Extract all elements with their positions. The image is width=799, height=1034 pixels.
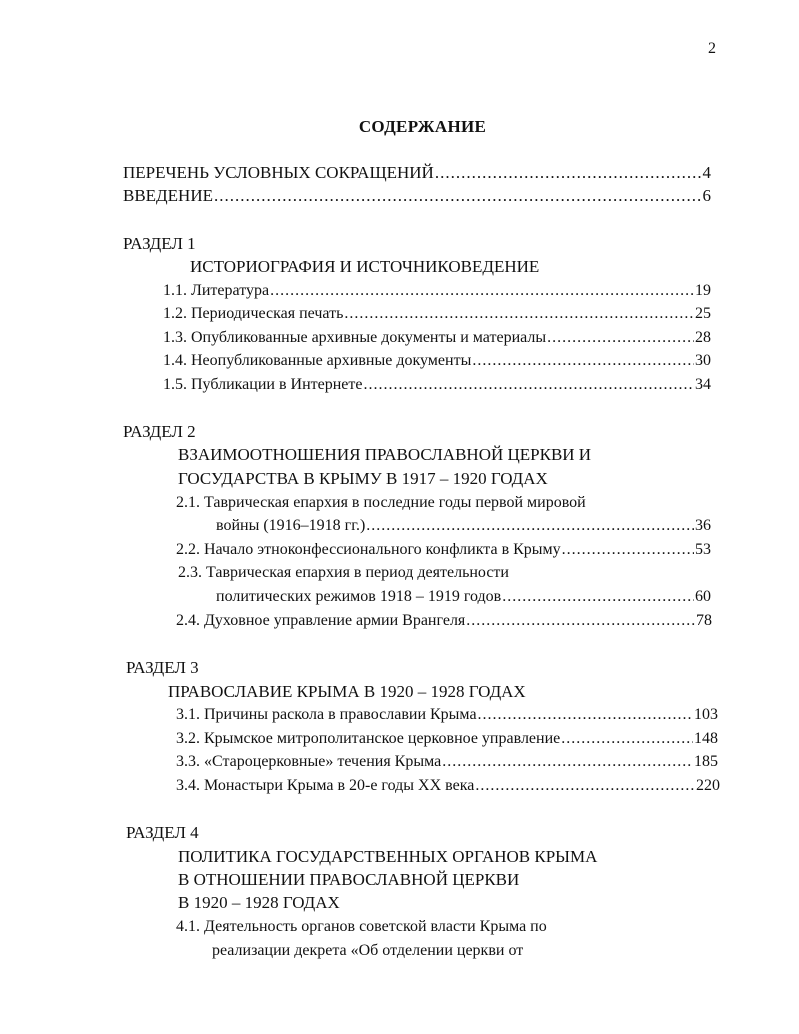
toc-entry-2-2: 2.2. Начало этноконфессионального конфликта в Крыму ..... 53 [176, 540, 711, 560]
page-number: 2 [708, 40, 716, 57]
toc-entry-1-2: 1.2. Периодическая печать ..... 25 [163, 304, 711, 324]
section-4-title-line-1: ПОЛИТИКА ГОСУДАРСТВЕННЫХ ОРГАНОВ КРЫМА [178, 847, 598, 866]
toc-entry-3-3: 3.3. «Староцерковные» течения Крыма ..... 185 [176, 752, 718, 772]
section-3-title: ПРАВОСЛАВИЕ КРЫМА В 1920 – 1928 ГОДАХ [168, 682, 526, 701]
section-2-title-line-1: ВЗАИМООТНОШЕНИЯ ПРАВОСЛАВНОЙ ЦЕРКВИ И [178, 445, 592, 464]
toc-entry-4-1-line-2: реализации декрета «Об отделении церкви от [212, 942, 524, 959]
section-3-label: РАЗДЕЛ 3 [126, 658, 199, 677]
toc-entry-1-1: 1.1. Литература ..... 19 [163, 281, 711, 301]
section-1-title: ИСТОРИОГРАФИЯ И ИСТОЧНИКОВЕДЕНИЕ [190, 257, 540, 276]
toc-entry-4-1-line-1: 4.1. Деятельность органов советской власти Крыма по [176, 918, 547, 935]
toc-entry-3-1: 3.1. Причины раскола в православии Крыма ..... 103 [176, 705, 718, 725]
toc-entry-1-4: 1.4. Неопубликованные архивные документы ..... 30 [163, 351, 711, 371]
section-2-title-line-2: ГОСУДАРСТВА В КРЫМУ В 1917 – 1920 ГОДАХ [178, 469, 548, 488]
section-1-label: РАЗДЕЛ 1 [123, 234, 196, 253]
section-4-title-line-3: В 1920 – 1928 ГОДАХ [178, 893, 340, 912]
section-2-label: РАЗДЕЛ 2 [123, 422, 196, 441]
toc-entry-2-3-line-1: 2.3. Таврическая епархия в период деятельности [178, 564, 509, 581]
toc-entry-2-1-line-1: 2.1. Таврическая епархия в последние годы первой мировой [176, 494, 586, 511]
toc-entry-introduction: ВВЕДЕНИЕ ..... 6 [123, 186, 711, 206]
toc-entry-2-3: политических режимов 1918 – 1919 годов ..... 60 [216, 587, 711, 607]
page-title: СОДЕРЖАНИЕ [358, 117, 487, 136]
toc-entry-3-4: 3.4. Монастыри Крыма в 20-е годы XX века ..... 220 [176, 776, 720, 796]
toc-entry-3-2: 3.2. Крымское митрополитанское церковное управление ..... 148 [176, 729, 718, 749]
toc-entry-2-1: войны (1916–1918 гг.) ..... 36 [216, 516, 711, 536]
toc-entry-1-3: 1.3. Опубликованные архивные документы и материалы ..... 28 [163, 328, 711, 348]
toc-entry-2-4: 2.4. Духовное управление армии Врангеля ..... 78 [176, 611, 712, 631]
section-4-label: РАЗДЕЛ 4 [126, 823, 199, 842]
toc-entry-abbreviations: ПЕРЕЧЕНЬ УСЛОВНЫХ СОКРАЩЕНИЙ ..... 4 [123, 163, 711, 183]
toc-entry-1-5: 1.5. Публикации в Интернете ..... 34 [163, 375, 711, 395]
section-4-title-line-2: В ОТНОШЕНИИ ПРАВОСЛАВНОЙ ЦЕРКВИ [178, 870, 520, 889]
